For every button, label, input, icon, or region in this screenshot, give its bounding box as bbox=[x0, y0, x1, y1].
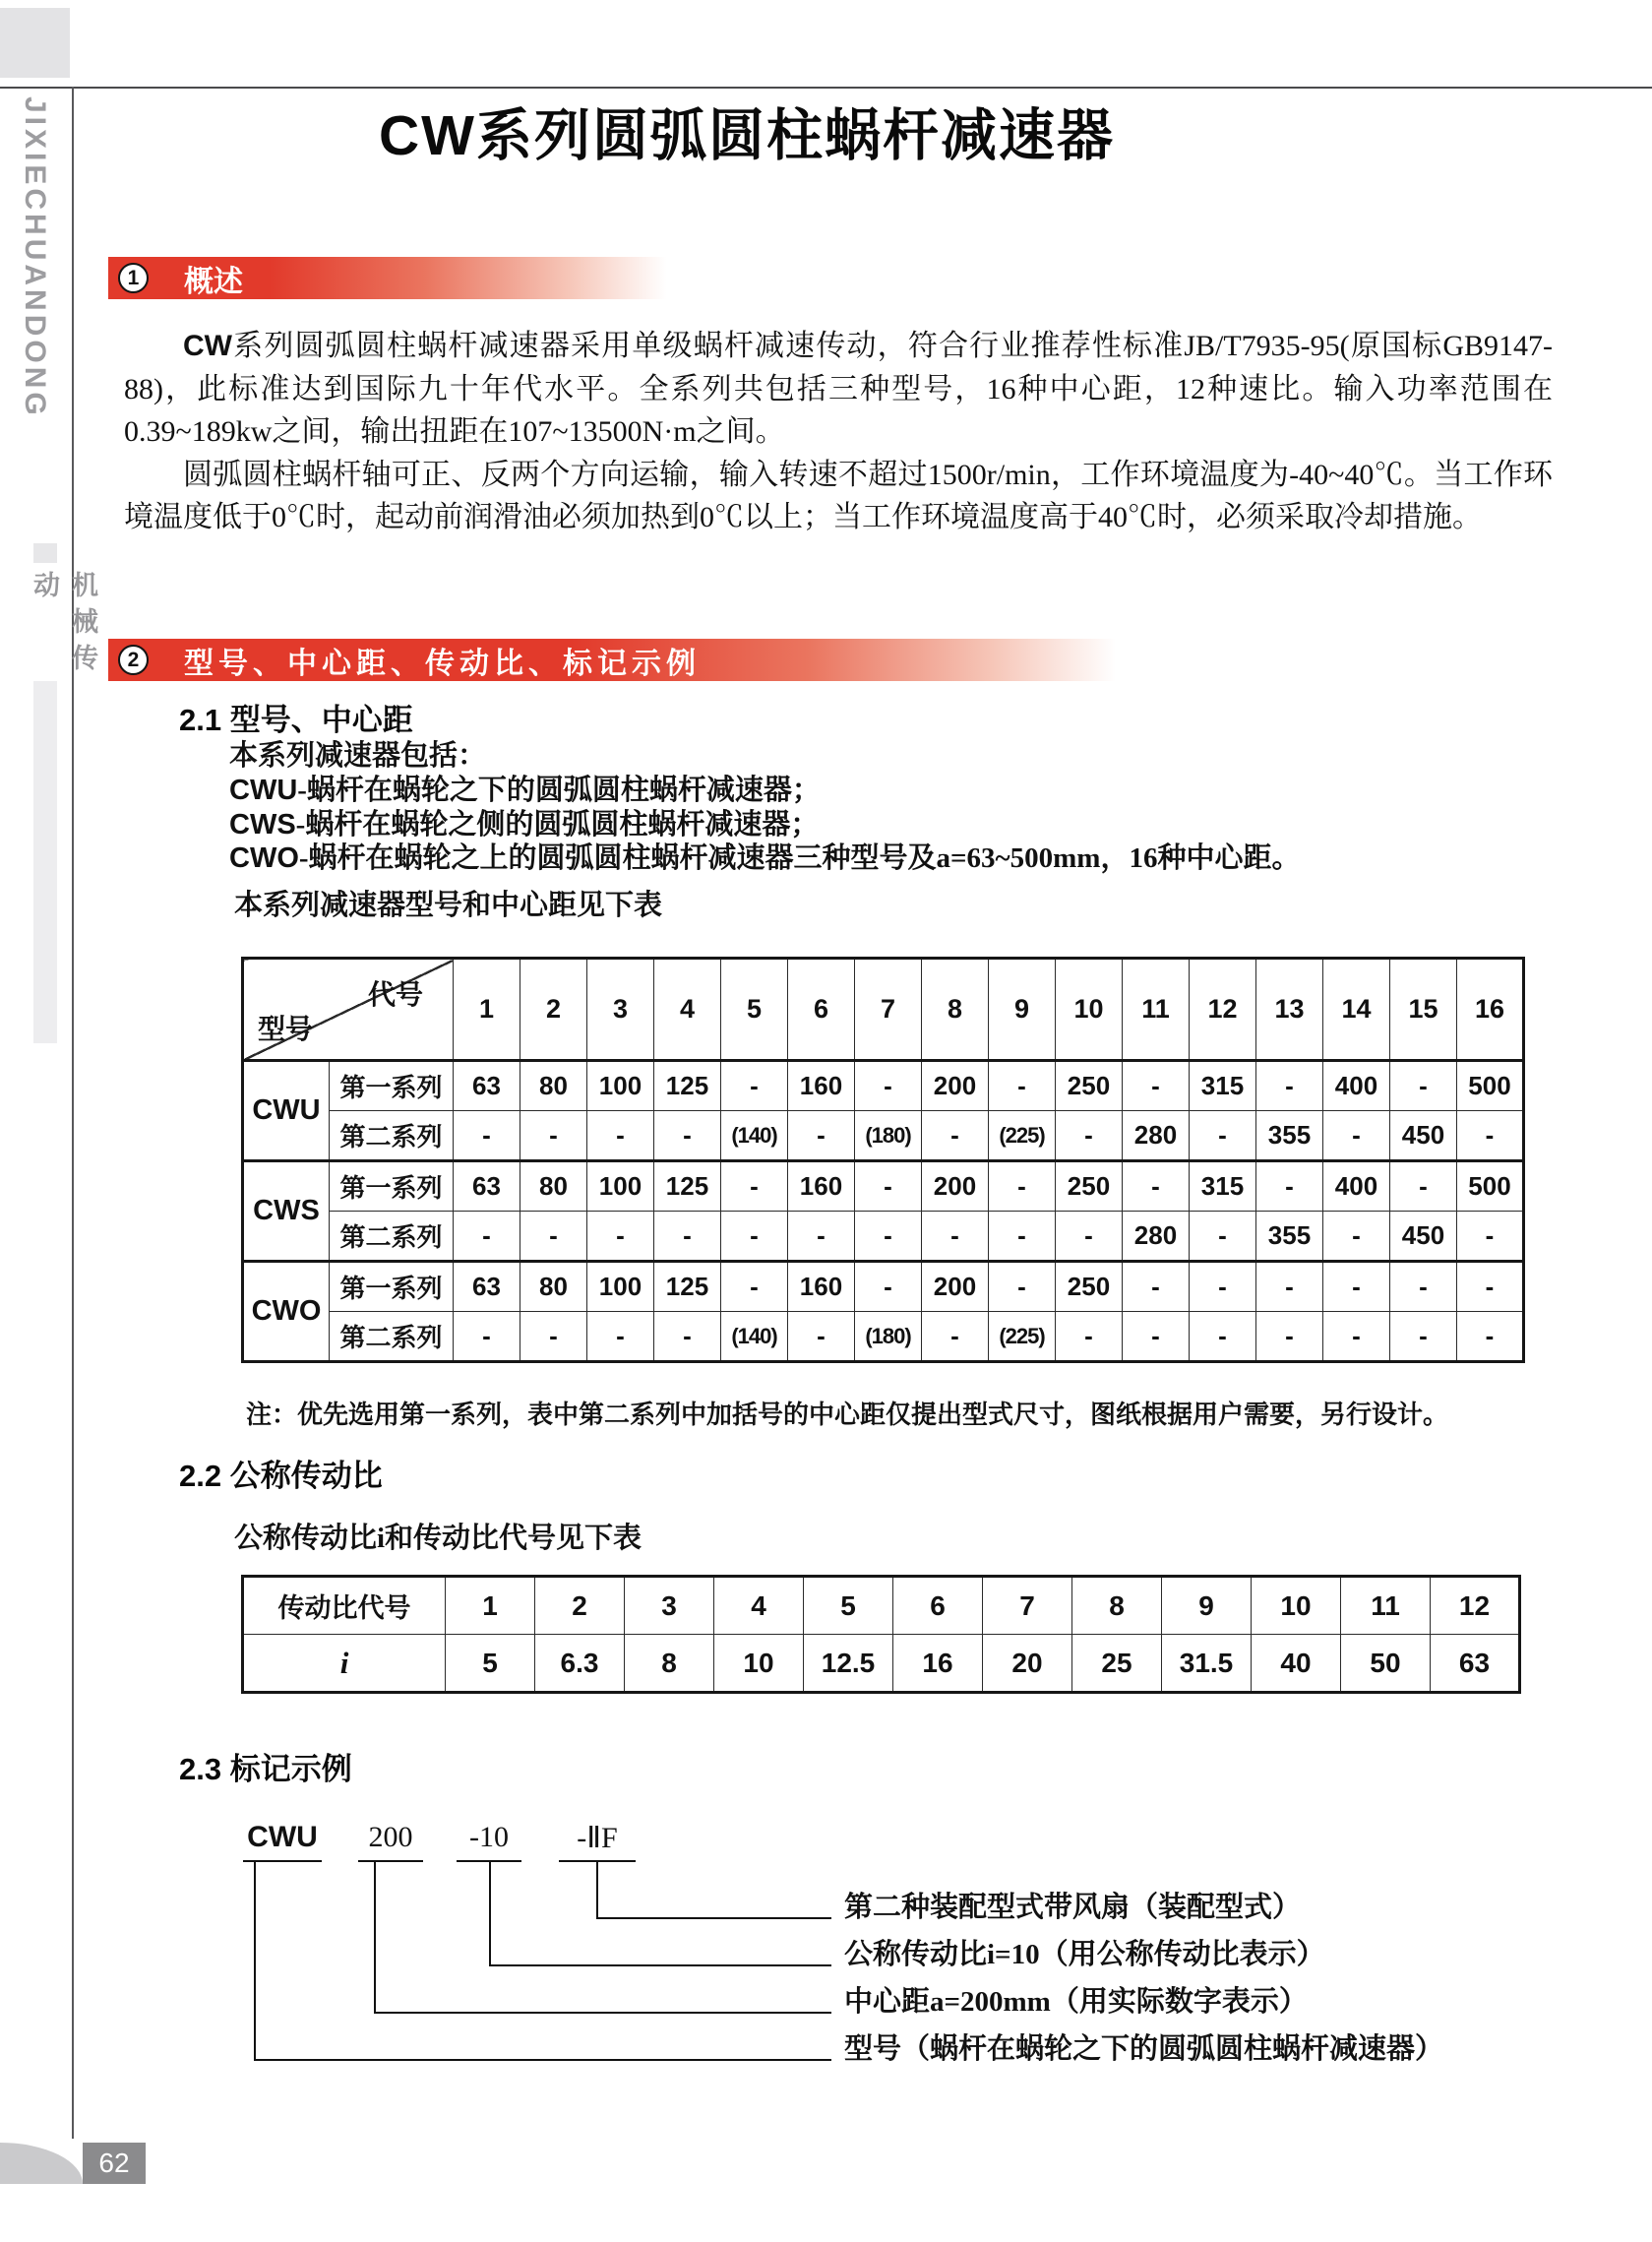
model-table-caption: 本系列减速器型号和中心距见下表 bbox=[234, 890, 663, 921]
series-label-cell: 第二系列 bbox=[330, 1212, 454, 1262]
series-label-cell: 第一系列 bbox=[330, 1061, 454, 1111]
corner-label-model: 型号 bbox=[258, 1015, 314, 1045]
corner-label-code: 代号 bbox=[367, 980, 423, 1011]
code-header-cell: 6 bbox=[788, 959, 855, 1061]
value-cell: 250 bbox=[1056, 1061, 1123, 1111]
section-2-bar bbox=[108, 639, 1136, 681]
ratio-code-label-cell: 传动比代号 bbox=[243, 1577, 446, 1635]
value-cell: - bbox=[654, 1212, 721, 1262]
model-description: -蜗杆在蜗轮之下的圆弧圆柱蜗杆减速器； bbox=[297, 774, 821, 806]
reducer-type-list bbox=[229, 739, 1548, 876]
ratio-code-cell: 12 bbox=[1431, 1577, 1520, 1635]
value-cell: - bbox=[587, 1212, 654, 1262]
value-cell: - bbox=[1323, 1212, 1390, 1262]
value-cell: - bbox=[1256, 1312, 1323, 1362]
code-header-cell: 9 bbox=[989, 959, 1056, 1061]
type-list-item bbox=[229, 774, 1548, 808]
type-list-intro: 本系列减速器包括： bbox=[229, 740, 487, 772]
table-row bbox=[243, 1161, 1524, 1212]
ratio-value-cell: 50 bbox=[1341, 1635, 1431, 1693]
value-cell: - bbox=[1323, 1312, 1390, 1362]
page-number: 62 bbox=[83, 2143, 146, 2184]
overview-paragraphs bbox=[124, 325, 1553, 539]
value-cell: - bbox=[922, 1212, 989, 1262]
code-header-cell: 14 bbox=[1323, 959, 1390, 1061]
value-cell: - bbox=[721, 1212, 788, 1262]
paragraph-text: 系列圆弧圆柱蜗杆减速器采用单级蜗杆减速传动，符合行业推荐性标准JB/T7935-95(原国标GB9147-88)，此标准达到国际九十年代水平。全系列共包括三种型号，16种中心距，12种速比。输入功率范围在0.39~189kw之间，输出扭距在107~13500N·m之间。 bbox=[124, 330, 1553, 448]
code-header-cell: 16 bbox=[1457, 959, 1524, 1061]
value-cell: - bbox=[1390, 1312, 1457, 1362]
value-cell: - bbox=[1457, 1212, 1524, 1262]
ratio-code-cell: 5 bbox=[804, 1577, 893, 1635]
value-cell: (140) bbox=[721, 1111, 788, 1161]
overview-paragraph-1 bbox=[124, 325, 1553, 454]
value-cell: - bbox=[788, 1212, 855, 1262]
model-center-distance-table bbox=[241, 957, 1525, 1363]
code-header-cell: 3 bbox=[587, 959, 654, 1061]
value-cell: 250 bbox=[1056, 1262, 1123, 1312]
value-cell: - bbox=[454, 1111, 520, 1161]
model-code: CWS bbox=[229, 808, 296, 841]
value-cell: - bbox=[1390, 1161, 1457, 1212]
value-cell: 450 bbox=[1390, 1111, 1457, 1161]
ratio-code-cell: 4 bbox=[714, 1577, 804, 1635]
value-cell: - bbox=[654, 1111, 721, 1161]
value-cell: - bbox=[1190, 1262, 1256, 1312]
marking-code-part: -10 bbox=[457, 1821, 521, 1862]
value-cell: - bbox=[855, 1262, 922, 1312]
ratio-code-cell: 9 bbox=[1162, 1577, 1252, 1635]
sidebar-divider-dash bbox=[33, 543, 57, 563]
value-cell: 200 bbox=[922, 1161, 989, 1212]
value-cell: - bbox=[989, 1262, 1056, 1312]
ratio-value-cell: 20 bbox=[983, 1635, 1072, 1693]
value-cell: - bbox=[1256, 1061, 1323, 1111]
value-cell: - bbox=[1390, 1262, 1457, 1312]
value-cell: 125 bbox=[654, 1161, 721, 1212]
value-cell: 100 bbox=[587, 1061, 654, 1111]
marking-label: 第二种装配型式带风扇（装配型式） bbox=[844, 1892, 1302, 1923]
value-cell: 315 bbox=[1190, 1161, 1256, 1212]
value-cell: - bbox=[454, 1312, 520, 1362]
ratio-value-cell: 31.5 bbox=[1162, 1635, 1252, 1693]
ratio-code-cell: 8 bbox=[1072, 1577, 1162, 1635]
code-header-cell: 15 bbox=[1390, 959, 1457, 1061]
code-header-cell: 1 bbox=[454, 959, 520, 1061]
value-cell: - bbox=[1190, 1312, 1256, 1362]
value-cell: - bbox=[654, 1312, 721, 1362]
ratio-value-cell: 16 bbox=[893, 1635, 983, 1693]
value-cell: - bbox=[855, 1161, 922, 1212]
value-cell: - bbox=[1256, 1262, 1323, 1312]
code-header-cell: 7 bbox=[855, 959, 922, 1061]
value-cell: 125 bbox=[654, 1262, 721, 1312]
top-rule bbox=[0, 87, 1652, 89]
value-cell: - bbox=[989, 1212, 1056, 1262]
value-cell: 63 bbox=[454, 1262, 520, 1312]
value-cell: 200 bbox=[922, 1262, 989, 1312]
value-cell: 315 bbox=[1190, 1061, 1256, 1111]
ratio-value-cell: 40 bbox=[1252, 1635, 1341, 1693]
value-cell: - bbox=[989, 1061, 1056, 1111]
value-cell: 160 bbox=[788, 1262, 855, 1312]
ratio-value-cell: 25 bbox=[1072, 1635, 1162, 1693]
subsection-2-3-heading: 2.3 标记示例 bbox=[179, 1752, 352, 1786]
model-cell: CWU bbox=[243, 1061, 330, 1161]
value-cell: - bbox=[855, 1212, 922, 1262]
value-cell: 125 bbox=[654, 1061, 721, 1111]
value-cell: - bbox=[855, 1061, 922, 1111]
table-row bbox=[243, 1312, 1524, 1362]
value-cell: - bbox=[721, 1161, 788, 1212]
marking-code-part: -ⅡF bbox=[559, 1821, 636, 1862]
value-cell: 160 bbox=[788, 1061, 855, 1111]
paragraph-lead: CW bbox=[183, 330, 232, 362]
model-table-note: 注：优先选用第一系列，表中第二系列中加括号的中心距仅提出型式尺寸，图纸根据用户需要，另行设计。 bbox=[246, 1401, 1449, 1429]
value-cell: - bbox=[1457, 1262, 1524, 1312]
section-2-heading: 型号、中心距、传动比、标记示例 bbox=[184, 647, 701, 680]
value-cell: - bbox=[721, 1061, 788, 1111]
code-header-cell: 5 bbox=[721, 959, 788, 1061]
value-cell: 250 bbox=[1056, 1161, 1123, 1212]
code-header-cell: 12 bbox=[1190, 959, 1256, 1061]
value-cell: - bbox=[922, 1312, 989, 1362]
series-label-cell: 第二系列 bbox=[330, 1111, 454, 1161]
value-cell: 355 bbox=[1256, 1111, 1323, 1161]
footer-curve-shape bbox=[0, 2143, 83, 2184]
value-cell: - bbox=[1123, 1061, 1190, 1111]
sidebar-brand-vertical: JIXIECHUANDONG bbox=[19, 96, 51, 419]
table-row bbox=[243, 1212, 1524, 1262]
marking-label: 公称传动比i=10（用公称传动比表示） bbox=[844, 1939, 1325, 1970]
table-row bbox=[243, 1262, 1524, 1312]
value-cell: - bbox=[1123, 1262, 1190, 1312]
ratio-value-cell: 6.3 bbox=[535, 1635, 625, 1693]
ratio-table-caption: 公称传动比i和传动比代号见下表 bbox=[234, 1523, 642, 1554]
ratio-i-label-cell: i bbox=[243, 1635, 446, 1693]
marking-code-part: 200 bbox=[358, 1821, 423, 1862]
transmission-ratio-table bbox=[241, 1575, 1521, 1694]
ratio-value-row bbox=[243, 1635, 1520, 1693]
subsection-2-2-heading: 2.2 公称传动比 bbox=[179, 1459, 383, 1493]
code-header-cell: 4 bbox=[654, 959, 721, 1061]
ratio-code-cell: 6 bbox=[893, 1577, 983, 1635]
series-label-cell: 第二系列 bbox=[330, 1312, 454, 1362]
value-cell: (225) bbox=[989, 1111, 1056, 1161]
value-cell: 280 bbox=[1123, 1111, 1190, 1161]
code-header-cell: 8 bbox=[922, 959, 989, 1061]
value-cell: - bbox=[520, 1111, 587, 1161]
marking-connector-model bbox=[254, 1862, 831, 2061]
model-description: -蜗杆在蜗轮之上的圆弧圆柱蜗杆减速器三种型号及a=63~500mm，16种中心距。 bbox=[298, 842, 1301, 875]
value-cell: - bbox=[788, 1111, 855, 1161]
value-cell: - bbox=[1123, 1312, 1190, 1362]
value-cell: 280 bbox=[1123, 1212, 1190, 1262]
ratio-code-row bbox=[243, 1577, 1520, 1635]
value-cell: 355 bbox=[1256, 1212, 1323, 1262]
ratio-value-cell: 8 bbox=[625, 1635, 714, 1693]
ratio-code-cell: 1 bbox=[446, 1577, 535, 1635]
subsection-2-1-heading: 2.1 型号、中心距 bbox=[179, 703, 413, 737]
ratio-code-cell: 3 bbox=[625, 1577, 714, 1635]
value-cell: - bbox=[1323, 1111, 1390, 1161]
value-cell: - bbox=[1056, 1212, 1123, 1262]
ratio-code-cell: 10 bbox=[1252, 1577, 1341, 1635]
value-cell: 400 bbox=[1323, 1061, 1390, 1111]
section-1-number-badge: 1 bbox=[118, 263, 149, 293]
value-cell: 100 bbox=[587, 1161, 654, 1212]
value-cell: (180) bbox=[855, 1312, 922, 1362]
code-header-cell: 13 bbox=[1256, 959, 1323, 1061]
code-header-cell: 2 bbox=[520, 959, 587, 1061]
model-description: -蜗杆在蜗轮之侧的圆弧圆柱蜗杆减速器； bbox=[295, 808, 820, 841]
page-title: CW系列圆弧圆柱蜗杆减速器 bbox=[379, 104, 1115, 167]
value-cell: 63 bbox=[454, 1061, 520, 1111]
value-cell: - bbox=[1123, 1161, 1190, 1212]
value-cell: - bbox=[520, 1212, 587, 1262]
marking-example-labels bbox=[844, 1884, 1592, 2073]
value-cell: - bbox=[587, 1111, 654, 1161]
diagonal-header-cell bbox=[243, 959, 454, 1061]
value-cell: 80 bbox=[520, 1262, 587, 1312]
value-cell: - bbox=[1390, 1061, 1457, 1111]
value-cell: 80 bbox=[520, 1061, 587, 1111]
footer-page-block bbox=[0, 2143, 146, 2184]
ratio-value-cell: 12.5 bbox=[804, 1635, 893, 1693]
model-cell: CWS bbox=[243, 1161, 330, 1262]
value-cell: - bbox=[1056, 1111, 1123, 1161]
value-cell: 500 bbox=[1457, 1161, 1524, 1212]
section-2-number-badge: 2 bbox=[118, 645, 149, 675]
value-cell: - bbox=[1323, 1262, 1390, 1312]
ratio-value-cell: 63 bbox=[1431, 1635, 1520, 1693]
value-cell: - bbox=[454, 1212, 520, 1262]
series-label-cell: 第一系列 bbox=[330, 1161, 454, 1212]
value-cell: - bbox=[922, 1111, 989, 1161]
type-list-item bbox=[229, 841, 1548, 876]
model-code: CWU bbox=[229, 774, 298, 806]
code-header-cell: 11 bbox=[1123, 959, 1190, 1061]
marking-label: 中心距a=200mm（用实际数字表示） bbox=[844, 1986, 1308, 2018]
value-cell: (180) bbox=[855, 1111, 922, 1161]
overview-paragraph-2: 圆弧圆柱蜗杆轴可正、反两个方向运输，输入转速不超过1500r/min，工作环境温度为-40~40℃。当工作环境温度低于0℃时，起动前润滑油必须加热到0℃以上；当工作环境温度高于40℃时，必须采取冷却措施。 bbox=[124, 458, 1553, 533]
ratio-code-cell: 11 bbox=[1341, 1577, 1431, 1635]
table-header-row bbox=[243, 959, 1524, 1061]
ratio-code-cell: 2 bbox=[535, 1577, 625, 1635]
value-cell: - bbox=[721, 1262, 788, 1312]
value-cell: - bbox=[1256, 1161, 1323, 1212]
sidebar-category-vertical: 机械传动 bbox=[30, 571, 97, 680]
value-cell: - bbox=[1190, 1212, 1256, 1262]
value-cell: - bbox=[1056, 1312, 1123, 1362]
marking-code-part: CWU bbox=[243, 1821, 322, 1862]
ratio-value-cell: 10 bbox=[714, 1635, 804, 1693]
marking-label: 型号（蜗杆在蜗轮之下的圆弧圆柱蜗杆减速器） bbox=[844, 2033, 1444, 2065]
code-header-cell: 10 bbox=[1056, 959, 1123, 1061]
section-1-bar bbox=[108, 257, 684, 299]
value-cell: 160 bbox=[788, 1161, 855, 1212]
value-cell: - bbox=[989, 1161, 1056, 1212]
value-cell: 80 bbox=[520, 1161, 587, 1212]
value-cell: - bbox=[1190, 1111, 1256, 1161]
value-cell: 200 bbox=[922, 1061, 989, 1111]
value-cell: - bbox=[1457, 1111, 1524, 1161]
ratio-code-cell: 7 bbox=[983, 1577, 1072, 1635]
value-cell: - bbox=[520, 1312, 587, 1362]
value-cell: 400 bbox=[1323, 1161, 1390, 1212]
value-cell: - bbox=[1457, 1312, 1524, 1362]
type-list-item bbox=[229, 808, 1548, 842]
value-cell: - bbox=[587, 1312, 654, 1362]
model-code: CWO bbox=[229, 842, 299, 875]
ratio-value-cell: 5 bbox=[446, 1635, 535, 1693]
value-cell: 63 bbox=[454, 1161, 520, 1212]
value-cell: - bbox=[788, 1312, 855, 1362]
sidebar-light-bar bbox=[33, 681, 57, 1043]
corner-square bbox=[0, 8, 70, 78]
value-cell: 500 bbox=[1457, 1061, 1524, 1111]
table-row bbox=[243, 1061, 1524, 1111]
value-cell: 450 bbox=[1390, 1212, 1457, 1262]
table-row bbox=[243, 1111, 1524, 1161]
series-label-cell: 第一系列 bbox=[330, 1262, 454, 1312]
value-cell: 100 bbox=[587, 1262, 654, 1312]
model-cell: CWO bbox=[243, 1262, 330, 1362]
value-cell: (225) bbox=[989, 1312, 1056, 1362]
section-1-heading: 概述 bbox=[184, 265, 243, 298]
side-rule bbox=[72, 87, 74, 2139]
value-cell: (140) bbox=[721, 1312, 788, 1362]
